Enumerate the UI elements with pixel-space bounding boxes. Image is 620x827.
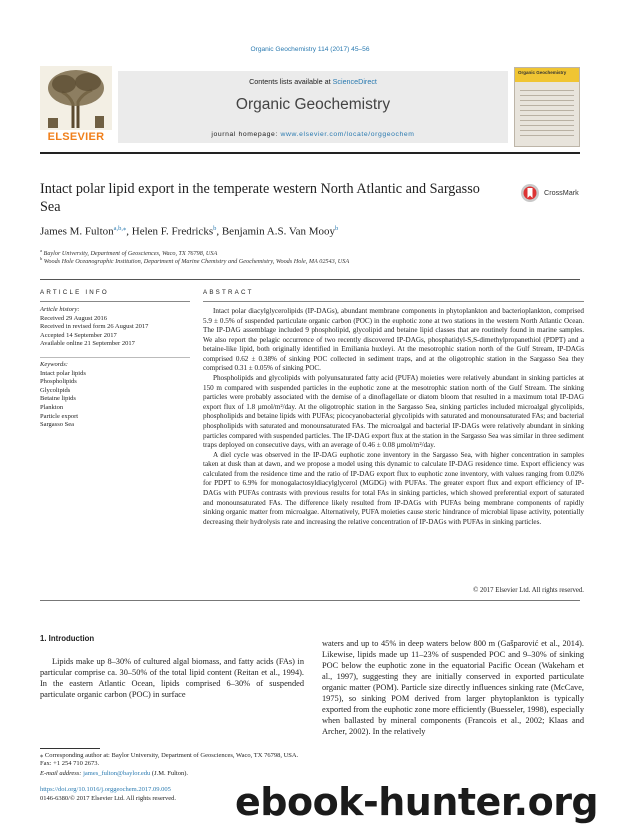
- keyword: Sargasso Sea: [40, 421, 75, 429]
- history-item: Accepted 14 September 2017: [40, 331, 117, 339]
- crossmark-icon: [520, 183, 540, 203]
- body-paragraph: waters and up to 45% in deep waters below 800 m (Gašparović et al., 2014). Likewise, lipids made up 11–23% of suspended POC and 9–30% of sinking POC below the euphotic zone in the equatorial Pacific Ocean (Wakeham et al., 1997), suggesting they are initially conserved in exported particulate organic matter (POM). Particle size directly influences sinking rate (McCave, 1975), so sinking POM derived from larger phytoplankton is typically exported from the euphotic zone more efficiently (Buesseler, 1998), especially when ballasted by mineral components (Francois et al., 2002; Klaas and Archer, 2002). In the relatively: [322, 639, 585, 736]
- history-item: Available online 21 September 2017: [40, 340, 135, 348]
- abstract-rule: [203, 301, 584, 302]
- article-title: Intact polar lipid export in the temperate western North Atlantic and Sargasso Sea: [40, 181, 480, 215]
- corresponding-author-note: ⁎ Corresponding author at: Baylor University, Department of Geosciences, Waco, TX 76798, USA. Fax: +1 254 710 2673.: [40, 752, 299, 768]
- abstract-bottom-rule: [40, 600, 580, 601]
- affiliation: [40, 256, 580, 265]
- body-paragraph: Lipids make up 8–30% of cultured algal biomass, and fatty acids (FAs) in particular comprise ca. 30–50% of the total lipid content (Reitan et al., 1994). In the eastern Atlantic Ocean, lipids comprised 6–30% of suspended particulate organic carbon (POC) in surface: [40, 657, 304, 699]
- abstract-copyright: © 2017 Elsevier Ltd. All rights reserved.: [473, 587, 584, 594]
- email-suffix: (J.M. Fulton).: [151, 770, 189, 777]
- author-superscript[interactable]: a,b,⁎: [113, 225, 127, 232]
- crossmark-badge[interactable]: [520, 183, 582, 203]
- author-name[interactable]: Helen F. Fredricks: [131, 225, 214, 238]
- cover-title: Organic Geochemistry: [518, 70, 567, 75]
- abstract-paragraph: Intact polar diacylglycerolipids (IP-DAGs), abundant membrane components in phytoplankton and bacterioplankton, comprised 5.9 ± 0.5% of suspended particulate organic carbon (POC) in the euphotic zone at two stations in the western North Atlantic Ocean. The IP-DAG assemblage included 9 phospholipid, glycolipid and betaine lipid classes that are routinely found in marine samples. We also report the pelagic occurrence of two recently discovered IP-DAGs, phosphatidyl-S,S-dimethylpropanethiol (PDPT) and a betaine-like lipid, both originally identified in Emiliania huxleyi. At the mesotrophic station north of the Gulf Stream, IP-DAGs comprised 0.62 ± 0.38% of sinking POC collected in sediment traps, and at the oligotrophic station in the Sargasso Sea they comprised 0.31 ± 0.05% of sinking POC.: [203, 307, 584, 373]
- journal-homepage-line: [118, 131, 508, 138]
- keyword: Glycolipids: [40, 386, 71, 394]
- email-link[interactable]: james_fulton@baylor.edu: [83, 770, 151, 777]
- email-line: [40, 770, 304, 778]
- history-item: Received 29 August 2016: [40, 314, 107, 322]
- crossmark-label: CrossMark: [544, 188, 579, 197]
- homepage-link[interactable]: www.elsevier.com/locate/orggeochem: [280, 131, 415, 138]
- history-item: Received in revised form 26 August 2017: [40, 323, 149, 331]
- abstract-paragraph: Phospholipids and glycolipids with polyunsaturated fatty acid (PUFA) moieties were relatively abundant in sinking particles at 150 m compared with suspended particles in the euphotic zone at the mesotrophic station north of the Gulf Stream. The sinking particles were probably associated with the demise of a dinoflagellate or diatom bloom that resulted in a maximum total IP-DAG export flux of 1.8 µmol/m²/day. At the oligotrophic station in the Sargasso Sea, sinking particles included microalgal glycolipids, phospholipids and betaine lipids with PUFAs; picocyanobacterial glycolipids with saturated and monounsaturated FAs; and bacterial phospholipids with saturated and monounsaturated FAs. The microalgal and bacterial IP-DAGs were relatively abundant in sinking particles compared with suspended particles. The IP-DAG export flux at the station in the Sargasso Sea was similar in three sediment traps deployed on consecutive days, with an average of 0.46 ± 0.08 µmol/m²/day.: [203, 374, 584, 450]
- author-superscript[interactable]: b: [335, 225, 339, 232]
- watermark-text: ebook-hunter.org: [235, 780, 599, 824]
- article-info-heading: ARTICLE INFO: [40, 289, 109, 296]
- cover-decoration: [520, 90, 574, 140]
- doi-link[interactable]: https://doi.org/10.1016/j.orggeochem.2017.09.005: [40, 786, 171, 793]
- body-column-right: [322, 638, 584, 737]
- history-label: Article history:: [40, 306, 80, 313]
- journal-cover-thumbnail[interactable]: [514, 67, 580, 147]
- affiliation-marker: a: [40, 248, 42, 253]
- footnote-rule: [40, 748, 100, 749]
- affiliation-text: Baylor University, Department of Geosciences, Waco, TX 76798, USA: [43, 250, 218, 258]
- author-name[interactable]: Benjamin A.S. Van Mooy: [221, 225, 336, 238]
- journal-reference[interactable]: Organic Geochemistry 114 (2017) 45–56: [250, 46, 370, 53]
- abstract-paragraph: A diel cycle was observed in the IP-DAG euphotic zone inventory in the Sargasso Sea, with higher concentration in samples taken at dusk than at dawn, and we propose a model using this dynamic to calculate IP-DAG residence time. Export efficiency was calculated from the residence time and the ratio of IP-DAG export flux to euphotic zone inventory, with values ranging from 0.02% for PDPT to 6.9% for monogalactosyldiacylglycerol (MGDG) with PUFAs. The greater export flux and export efficiency of IP-DAGs with PUFAs contrasts with previous results for total FAs in sinking particles, which showed preferential export of saturated and monounsaturated FAs. The difference likely resulted from IP-DAGs with PUFAs being membrane components of rapidly sinking organic matter from microalgae. Alternatively, PUFA moieties cause steric hindrance of microbial lipase activity, potentially decreasing their hydrolysis rate and increasing the relative concentration of IP-DAGs with PUFAs in sinking particles.: [203, 450, 584, 526]
- contents-line: [118, 77, 508, 86]
- keywords: [40, 361, 195, 430]
- keyword: Phospholipids: [40, 378, 77, 386]
- issn-line: 0146-6380/© 2017 Elsevier Ltd. All rights reserved.: [40, 795, 176, 802]
- section-heading-introduction: 1. Introduction: [40, 634, 95, 643]
- keyword: Particle export: [40, 412, 79, 420]
- keywords-label: Keywords:: [40, 361, 68, 368]
- keyword: Betaine lipids: [40, 395, 76, 403]
- abstract-body: [203, 307, 584, 527]
- affiliation-rule: [40, 279, 580, 280]
- sciencedirect-link[interactable]: ScienceDirect: [332, 77, 377, 86]
- article-history: [40, 306, 195, 349]
- keywords-rule: [40, 357, 190, 358]
- body-column-left: [40, 656, 304, 700]
- author-list: James M. Fulton$^{a,b,⁎}$, Helen F. Fredricks$^b$, Benjamin A.S. Van Mooy$^b$: [40, 225, 339, 238]
- header-rule: [40, 152, 580, 154]
- author-superscript[interactable]: b: [213, 225, 217, 232]
- author-name[interactable]: James M. Fulton: [40, 225, 114, 238]
- affiliation-marker: b: [40, 256, 43, 261]
- affiliation-text: Woods Hole Oceanographic Institution, Department of Marine Chemistry and Geochemistry, Woods Hole, MA 02543, USA: [43, 258, 350, 266]
- publisher-logo-text: ELSEVIER: [47, 131, 105, 143]
- article-info-rule: [40, 301, 190, 302]
- homepage-prefix: journal homepage:: [211, 131, 278, 138]
- keyword: Plankton: [40, 403, 64, 411]
- journal-name: Organic Geochemistry: [235, 96, 391, 113]
- email-label: E-mail address:: [40, 770, 82, 777]
- abstract-heading: ABSTRACT: [203, 289, 254, 296]
- contents-prefix: Contents lists available at: [249, 77, 331, 86]
- keyword: Intact polar lipids: [40, 369, 86, 377]
